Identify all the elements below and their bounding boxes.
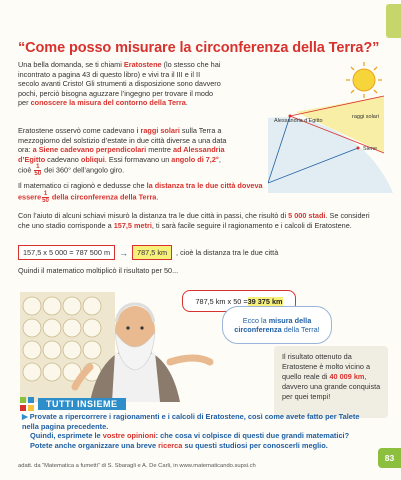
text: Eratostene osservò come cadevano [18, 126, 137, 135]
text: su questi studiosi per conoscerli meglio. [182, 440, 328, 450]
calc-result: 787,5 km [132, 245, 172, 260]
group-task [22, 412, 372, 450]
highlight-text: obliqui [80, 154, 105, 164]
distance-paragraph [18, 211, 378, 230]
highlight-text: 5 000 stadi [288, 211, 326, 220]
deduction-paragraph [18, 181, 268, 204]
intro-paragraph [18, 60, 223, 108]
text: . [185, 98, 188, 108]
calc-expression: 787,5 km x 50 = [195, 296, 248, 306]
triangle-icon: ▶ [22, 412, 30, 421]
text: dei 360° dell’angolo giro. [42, 165, 125, 175]
sun-icon [346, 62, 382, 98]
page-number: 83 [378, 448, 401, 468]
text: . Se consideri che uno stadio corrisponde a [18, 211, 370, 230]
text: sulla Terra a mezzogiorno del solstizio d’estate in due città diverse a una data ora: [18, 126, 227, 155]
denominator: 50 [42, 197, 49, 204]
text: Provate a ripercorrere i ragionamenti e i calcoli di Eratostene, così come avete fatto per Talete nella pagina precedente. [22, 412, 360, 431]
text: Quindi, esprimete le [30, 431, 103, 441]
highlight-text: i raggi solari [136, 126, 180, 135]
fraction [42, 191, 49, 204]
calc-result: 39 375 km [247, 296, 283, 306]
task-line [22, 441, 372, 451]
text: Il matematico ci ragionò e dedusse che [18, 181, 147, 190]
text: Potete anche organizzare una breve [30, 440, 159, 450]
highlight-text: conoscere la misura del contorno della Terra [30, 98, 186, 108]
highlight-text: misura della circonferenza [234, 316, 312, 334]
distance-calculation [18, 245, 278, 260]
tutti-insieme-label: TUTTI INSIEME [38, 398, 126, 410]
text: della Terra! [281, 325, 320, 334]
highlight-text: ad Alessandria d’Egitto [18, 145, 225, 164]
highlight-text: della circonferenza della Terra [49, 192, 157, 202]
raggi-label: raggi solari [352, 114, 379, 120]
text: Ecco la [242, 316, 269, 325]
highlight-text: vostre opinioni [102, 431, 156, 441]
text: : che cosa vi colpisce di questi due grandi matematici? [155, 431, 350, 441]
siene-label: Siene [363, 146, 378, 152]
text: mentre [146, 145, 173, 155]
denominator: 50 [34, 171, 42, 178]
calc-expression: 157,5 x 5 000 = 787 500 m [18, 245, 115, 260]
task-line [22, 412, 372, 431]
sun-rays-diagram [268, 58, 393, 193]
side-tab [386, 4, 401, 38]
highlight-text: 40 009 km [329, 372, 365, 381]
highlight-text: a Siene cadevano perpendicolari [32, 145, 147, 155]
numerator: 1 [43, 190, 48, 197]
speech-bubble [222, 306, 332, 344]
page-title: “Come posso misurare la circonferenza della Terra?” [18, 40, 380, 56]
highlight-text: ricerca [158, 440, 183, 450]
highlight-text: 157,5 metri [113, 220, 152, 230]
result-paragraph [282, 352, 382, 402]
text: Il risultato ottenuto da Eratostene è molto vicino a quello reale di [282, 352, 371, 381]
calc-caption: , cioè la distanza tra le due città [176, 248, 279, 257]
text: Con l’aiuto di alcuni schiavi misurò la distanza tra le due città in passi, che risultò di [18, 211, 289, 220]
multiply-paragraph: Quindi il matematico moltiplicò il risultato per 50... [18, 266, 179, 275]
text: , ti sarà facile seguire il ragionamento e i calcoli di Eratostene. [151, 220, 352, 230]
group-icon [20, 397, 34, 411]
alessandria-label: Alessandria d’Egitto [274, 118, 323, 124]
text: . [156, 192, 159, 202]
arrow-icon: → [119, 247, 129, 258]
text: cadevano [45, 154, 81, 164]
task-line [22, 431, 372, 441]
tutti-insieme-header [20, 397, 126, 411]
highlight-text: la distanza tra le due città doveva essere [18, 181, 263, 202]
text: (lo stesso che hai incontrato a pagina 43 di questo libro) e vivi tra il III e il II secolo avanti Cristo! Gli strumenti a disposizione sono davvero pochi, perciò bisogna aguzzare l’ingegno per trovare il modo per [18, 60, 221, 108]
text: . Essi formavano un [104, 154, 172, 164]
text: , davvero una grande conquista per quei tempi! [282, 372, 381, 401]
text: Una bella domanda, se ti chiami [18, 60, 124, 69]
rays-paragraph [18, 126, 228, 177]
fraction [34, 164, 41, 177]
numerator: 1 [36, 164, 40, 171]
source-footer: adatt. da “Matematica a fumetti” di S. Sbaragli e A. De Carli, in www.matematicando.supsi.ch [18, 463, 256, 469]
eratostene-name: Eratostene [123, 60, 162, 69]
text: , cioè [18, 154, 221, 175]
highlight-text: angolo di 7,2° [171, 154, 219, 164]
